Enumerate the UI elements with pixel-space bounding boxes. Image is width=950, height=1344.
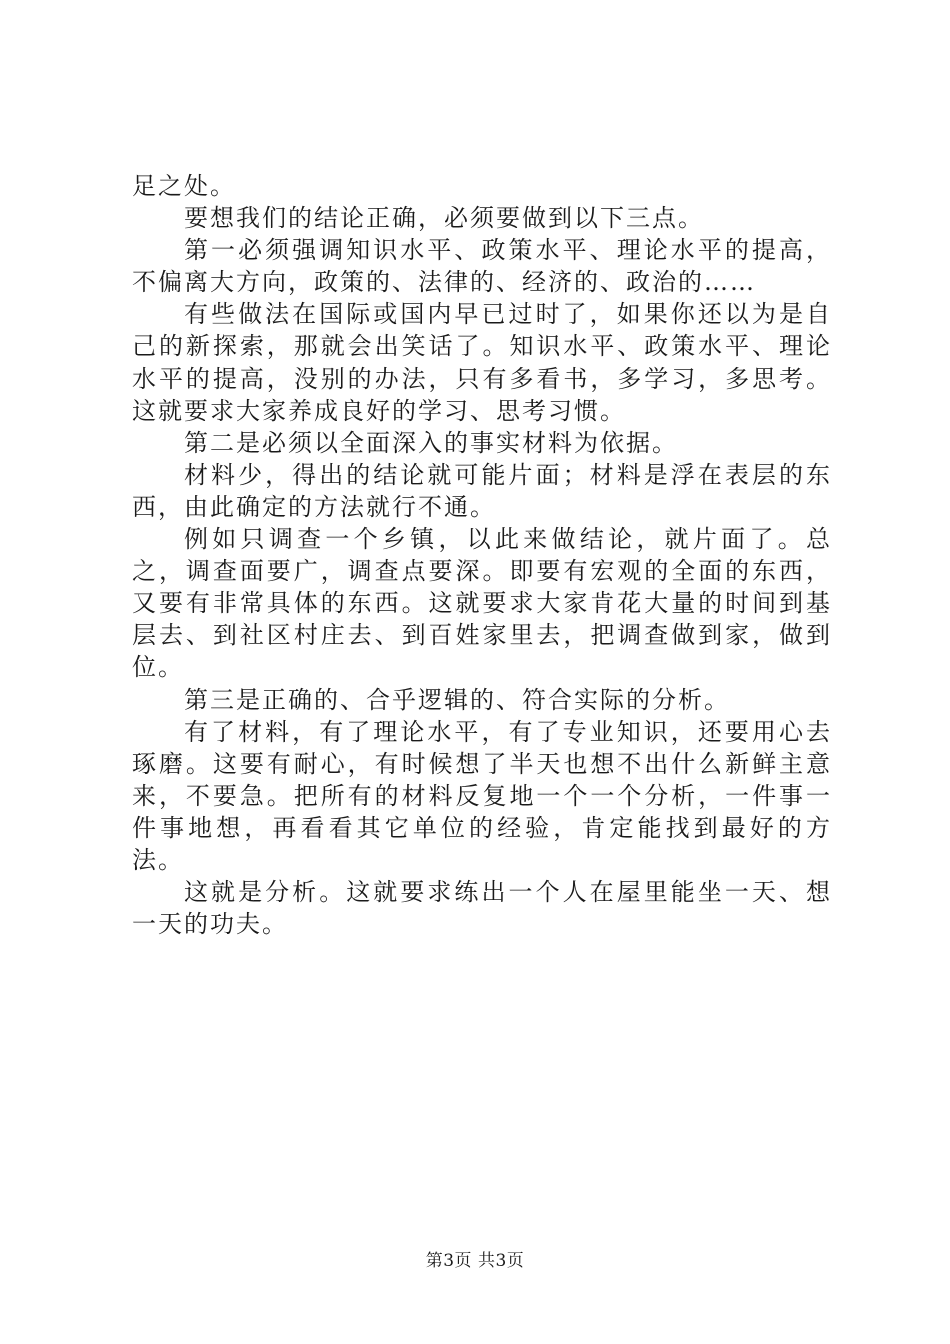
paragraph: 有了材料，有了理论水平，有了专业知识，还要用心去琢磨。这要有耐心，有时候想了半天也想不出什么新鲜主意来，不要急。把所有的材料反复地一个一个分析，一件事一件事地想，再看看其它单位的经验，肯定能找到最好的方法。 — [132, 717, 832, 874]
paragraph: 材料少，得出的结论就可能片面；材料是浮在表层的东西，由此确定的方法就行不通。 — [132, 460, 832, 521]
paragraph: 第二是必须以全面深入的事实材料为依据。 — [184, 428, 678, 457]
document-body — [132, 170, 832, 940]
page-number-label: 第3页 共3页 — [425, 1251, 525, 1271]
paragraph: 例如只调查一个乡镇，以此来做结论，就片面了。总之，调查面要广，调查点要深。即要有宏观的全面的东西，又要有非常具体的东西。这就要求大家肯花大量的时间到基层去、到社区村庄去、到百姓家里去，把调查做到家，做到位。 — [132, 525, 832, 682]
paragraph: 足之处。 — [132, 172, 236, 200]
paragraph: 第三是正确的、合乎逻辑的、符合实际的分析。 — [184, 685, 730, 714]
paragraph: 这就是分析。这就要求练出一个人在屋里能坐一天、想一天的功夫。 — [132, 878, 832, 939]
paragraph: 有些做法在国际或国内早已过时了，如果你还以为是自己的新探索，那就会出笑话了。知识水平、政策水平、理论水平的提高，没别的办法，只有多看书，多学习，多思考。这就要求大家养成良好的学习、思考习惯。 — [132, 300, 832, 425]
page-footer — [0, 1246, 950, 1271]
paragraph: 要想我们的结论正确，必须要做到以下三点。 — [184, 204, 704, 233]
paragraph: 第一必须强调知识水平、政策水平、理论水平的提高，不偏离大方向，政策的、法律的、经济的、政治的…… — [132, 236, 832, 297]
